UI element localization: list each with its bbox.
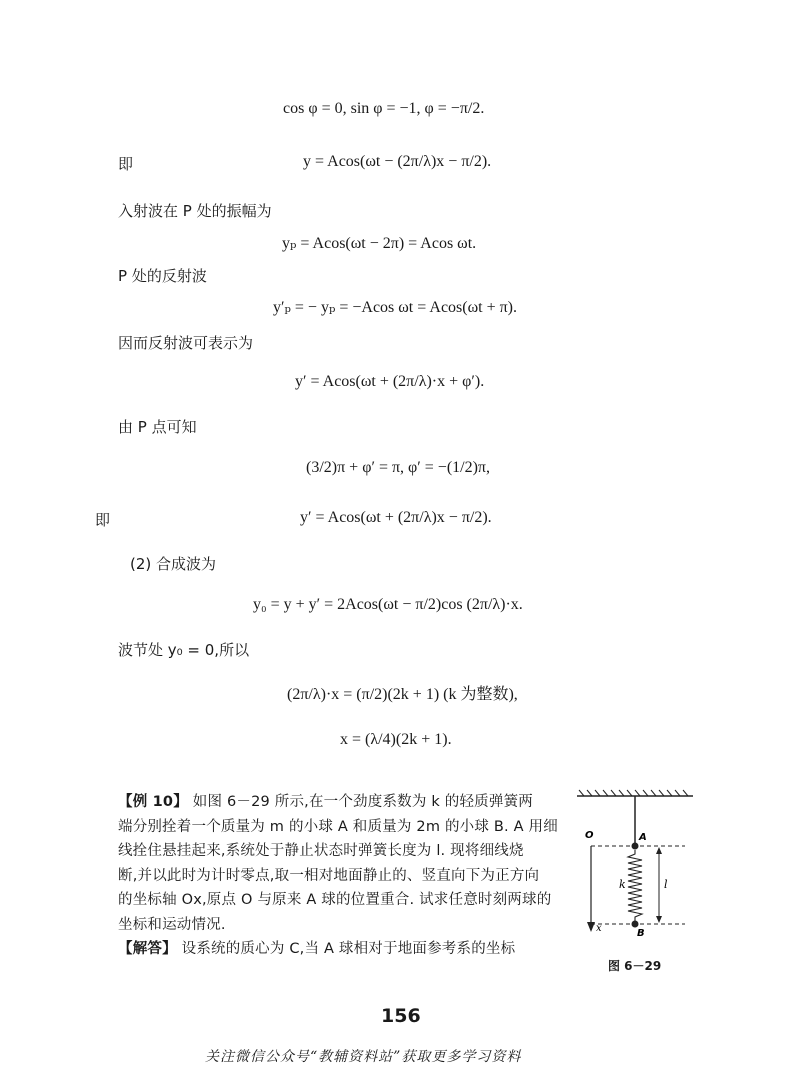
equation-phase: cos φ = 0, sin φ = −1, φ = −π/2. xyxy=(283,100,485,117)
example-line-3: 线拴住悬挂起来,系统处于静止状态时弹簧长度为 l. 现将细线烧 xyxy=(118,843,524,859)
axis-arrow xyxy=(587,922,595,932)
equation-reflected-final: y′ = Acos(ωt + (2π/λ)x − π/2). xyxy=(300,509,492,526)
equation-composite: y₀ = y + y′ = 2Acos(ωt − π/2)cos (2π/λ)·x. xyxy=(253,596,523,613)
example-line-6: 坐标和运动情况. xyxy=(118,916,226,933)
figure-spring-diagram xyxy=(575,786,695,936)
label-k: k xyxy=(619,878,626,891)
equation-phi-prime: (3/2)π + φ′ = π, φ′ = −(1/2)π, xyxy=(306,459,490,476)
text-incident-amplitude: 入射波在 P 处的振幅为 xyxy=(118,202,272,220)
text-reflected-wave: 因而反射波可表示为 xyxy=(118,334,254,352)
label-l: l xyxy=(664,878,668,891)
example-line-1 xyxy=(118,790,570,815)
ball-a xyxy=(632,843,639,850)
example-text-1: 如图 6－29 所示,在一个劲度系数为 k 的轻质弹簧两 xyxy=(192,794,533,810)
label-a: A xyxy=(639,832,647,843)
footer-note: 关注微信公众号“教辅资料站”获取更多学习资料 xyxy=(205,1049,522,1065)
equation-yp-reflected: y′ₚ = − yₚ = −Acos ωt = Acos(ωt + π). xyxy=(273,299,518,316)
label-ji-1: 即 xyxy=(118,155,134,173)
answer-text: 设系统的质心为 C,当 A 球相对于地面参考系的坐标 xyxy=(181,941,516,957)
text-node-condition: 波节处 y₀ = 0,所以 xyxy=(118,641,250,659)
equation-reflected-wave: y′ = Acos(ωt + (2π/λ)·x + φ′). xyxy=(295,373,485,390)
ball-b xyxy=(632,921,639,928)
example-paragraph xyxy=(118,790,570,962)
equation-x-node: x = (λ/4)(2k + 1). xyxy=(340,731,452,748)
example-label: 【例 10】 xyxy=(118,794,188,810)
label-x: x xyxy=(596,923,602,934)
example-line-4: 断,并以此时为计时零点,取一相对地面静止的、竖直向下为正方向 xyxy=(118,867,540,884)
example-line-5: 的坐标轴 Ox,原点 O 与原来 A 球的位置重合. 试求任意时刻两球的 xyxy=(118,892,552,908)
spring-coil xyxy=(628,850,642,921)
equation-incident-wave: y = Acos(ωt − (2π/λ)x − π/2). xyxy=(303,153,492,170)
label-ji-2: 即 xyxy=(95,511,111,529)
text-composite-wave: (2) 合成波为 xyxy=(130,555,217,573)
answer-line xyxy=(118,937,570,962)
equation-yp: yₚ = Acos(ωt − 2π) = Acos ωt. xyxy=(282,235,477,252)
label-b: B xyxy=(637,928,645,936)
page-number: 156 xyxy=(381,1005,421,1027)
example-line-2: 端分别拴着一个质量为 m 的小球 A 和质量为 2m 的小球 B. A 用细 xyxy=(118,818,558,835)
figure-caption: 图 6－29 xyxy=(608,959,662,973)
label-o: O xyxy=(585,830,594,841)
text-reflected-at-p: P 处的反射波 xyxy=(118,267,207,285)
equation-node: (2π/λ)·x = (π/2)(2k + 1) (k 为整数), xyxy=(287,686,518,703)
answer-label: 【解答】 xyxy=(118,941,177,957)
text-from-p: 由 P 点可知 xyxy=(118,418,197,436)
